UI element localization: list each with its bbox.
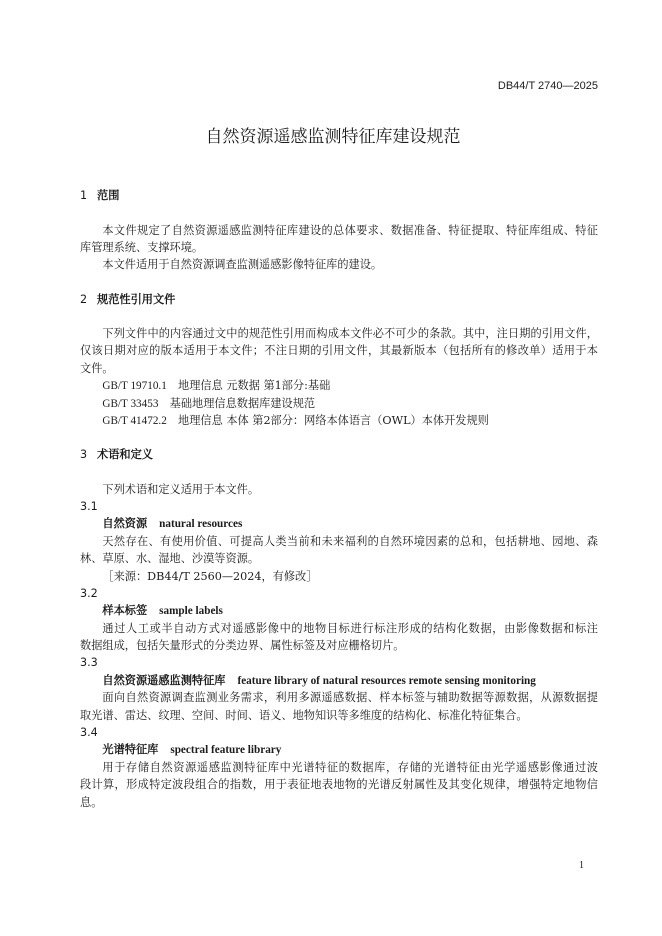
definition-line: 数据组成，包括矢量形式的分类边界、属性标签及对应栅格切片。 xyxy=(80,639,405,653)
document-body xyxy=(80,187,598,811)
reference-code: GB/T 19710.1 xyxy=(102,380,167,393)
term-entry xyxy=(80,654,598,724)
reference-code: GB/T 33453 xyxy=(102,397,159,410)
reference-title: 地理信息 元数据 第1部分:基础 xyxy=(178,379,331,393)
paragraph-line: 库管理系统、支撑环境。 xyxy=(80,241,204,255)
term-heading xyxy=(80,741,598,758)
paragraph-line: 仅该日期对应的版本适用于本文件；不注日期的引用文件，其最新版本（包括所有的修改单）适用于本 xyxy=(80,344,598,358)
reference-code: GB/T 41472.2 xyxy=(102,415,167,427)
paragraph-line: 文件。 xyxy=(80,361,114,375)
term-heading xyxy=(80,602,598,619)
section-heading xyxy=(80,291,598,308)
section-heading xyxy=(80,446,598,463)
term-source: ［来源：DB44/T 2560—2024，有修改］ xyxy=(102,569,318,583)
section-scope xyxy=(80,187,598,274)
reference-entry xyxy=(80,412,598,429)
section-title: 范围 xyxy=(97,189,120,203)
term-entry xyxy=(80,585,598,655)
definition-line: 面向自然资源调查监测业务需求，利用多源遥感数据、样本标签与辅助数据等源数据，从源数据提 xyxy=(102,691,598,705)
term-chinese: 自然资源 xyxy=(102,517,148,531)
definition-line: 息。 xyxy=(80,795,103,809)
term-english: feature library of natural resources remote sensing monitoring xyxy=(237,674,536,687)
paragraph-line: 本文件规定了自然资源遥感监测特征库建设的总体要求、数据准备、特征提取、特征库组成、特征 xyxy=(102,223,598,237)
clause-number: 3.2 xyxy=(80,586,98,600)
definition-line: 用于存储自然资源遥感监测特征库中光谱特征的数据库，存储的光谱特征由光学遥感影像通过波 xyxy=(102,760,598,774)
reference-title: 基础地理信息数据库建设规范 xyxy=(169,396,316,410)
definition-line: 取光谱、雷达、纹理、空间、时间、语义、地物知识等多维度的结构化、标准化特征集合。 xyxy=(80,708,528,722)
term-chinese: 自然资源遥感监测特征库 xyxy=(102,673,226,687)
paragraph xyxy=(80,222,598,257)
page-number: 1 xyxy=(579,860,584,871)
clause-number: 3.1 xyxy=(80,499,98,513)
term-english: spectral feature library xyxy=(170,744,282,757)
section-intro: 下列术语和定义适用于本文件。 xyxy=(102,482,260,496)
reference-entry xyxy=(80,377,598,394)
paragraph-line: 下列文件中的内容通过文中的规范性引用而构成本文件必不可少的条款。其中，注日期的引用文件， xyxy=(102,327,598,341)
section-number: 2 xyxy=(80,292,88,306)
reference-title: 地理信息 本体 第2部分：网络本体语言（OWL）本体开发规则 xyxy=(178,414,489,427)
term-heading xyxy=(80,515,598,532)
document-title: 自然资源遥感监测特征库建设规范 xyxy=(205,127,461,147)
definition-line: 通过人工或半自动方式对遥感影像中的地物目标进行标注形成的结构化数据，由影像数据和标注 xyxy=(102,621,598,635)
term-chinese: 样本标签 xyxy=(102,604,148,618)
standard-code-header: DB44/T 2740—2025 xyxy=(497,80,598,92)
term-english: sample labels xyxy=(159,605,223,618)
definition-line: 段计算，形成特定波段组合的指数，用于表征地表地物的光谱反射属性及其变化规律，增强特定地物信 xyxy=(80,778,598,792)
section-title: 术语和定义 xyxy=(97,448,153,462)
definition-line: 林、草原、水、湿地、沙漠等资源。 xyxy=(80,552,260,566)
paragraph-line: 本文件适用于自然资源调查监测遥感影像特征库的建设。 xyxy=(102,258,383,272)
term-entry xyxy=(80,498,598,585)
term-english: natural resources xyxy=(159,518,243,531)
section-terms-and-definitions xyxy=(80,446,598,811)
section-number: 1 xyxy=(80,189,88,203)
term-chinese: 光谱特征库 xyxy=(102,743,159,757)
definition-line: 天然存在、有使用价值、可提高人类当前和未来福利的自然环境因素的总和，包括耕地、园地、森 xyxy=(102,534,598,548)
paragraph xyxy=(80,325,598,377)
term-heading xyxy=(80,672,598,689)
paragraph xyxy=(80,256,598,273)
clause-number: 3.4 xyxy=(80,726,98,740)
term-entry xyxy=(80,724,598,811)
reference-entry xyxy=(80,395,598,412)
section-title: 规范性引用文件 xyxy=(97,292,176,306)
section-normative-references xyxy=(80,291,598,430)
section-heading xyxy=(80,187,598,204)
clause-number: 3.3 xyxy=(80,656,98,670)
section-number: 3 xyxy=(80,448,88,462)
